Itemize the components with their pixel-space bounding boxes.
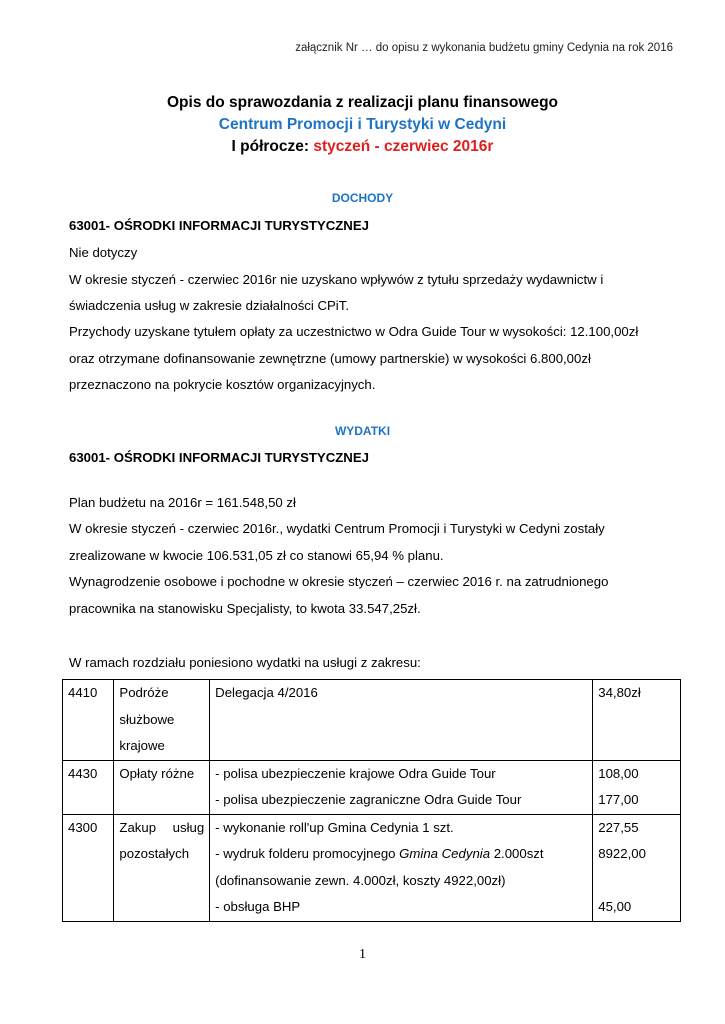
income-paragraph-3-line-2: oraz otrzymane dofinansowanie zewnętrzne (umowy partnerskie) w wysokości 6.800,00zł [69, 351, 591, 366]
item-folder-title: Gmina Cedynia [399, 846, 491, 861]
title-line-1: Opis do sprawozdania z realizacji planu finansowego [166, 94, 559, 111]
table-intro: W ramach rozdziału poniesiono wydatki na usługi z zakresu: [69, 655, 421, 670]
income-heading: DOCHODY [331, 191, 394, 205]
table-cell-category [114, 680, 210, 761]
item-line: (dofinansowanie zewn. 4.000zł, koszty 4922,00zł) [215, 872, 506, 888]
table-row [63, 814, 681, 921]
item-line: Delegacja 4/2016 [215, 685, 318, 700]
category-line: pozostałych [119, 846, 190, 861]
title-block [0, 92, 725, 158]
income-section-title: 63001- OŚRODKI INFORMACJI TURYSTYCZNEJ [69, 218, 369, 233]
income-paragraph-3-line-3: przeznaczono na pokrycie kosztów organizacyjnych. [69, 377, 376, 392]
expenses-heading: WYDATKI [334, 424, 391, 438]
table-cell-category [114, 760, 210, 814]
item-line: - polisa ubezpieczenie krajowe Odra Guide Tour [215, 765, 496, 781]
item-folder-suffix: 2.000szt [490, 846, 544, 861]
item-line: - wykonanie roll'up Gmina Cedynia 1 szt. [215, 819, 454, 835]
amount-line: 177,00 [598, 792, 639, 807]
table-row [63, 680, 681, 761]
item-folder-prefix: - wydruk folderu promocyjnego [215, 846, 400, 861]
title-period-prefix: I półrocze: [231, 138, 314, 155]
income-paragraph-2-line-1: W okresie styczeń - czerwiec 2016r nie uzyskano wpływów z tytułu sprzedaży wydawnictw i [69, 272, 604, 287]
expenses-paragraph-2-line-1: Wynagrodzenie osobowe i pochodne w okresie styczeń – czerwiec 2016 r. na zatrudnionego [69, 574, 609, 589]
title-period: styczeń - czerwiec 2016r [313, 138, 494, 155]
expenses-paragraph-2-line-2: pracownika na stanowisku Specjalisty, to kwota 33.547,25zł. [69, 601, 421, 616]
item-line [215, 841, 587, 868]
table-cell-code: 4410 [63, 680, 114, 761]
table-cell-amounts [593, 760, 681, 814]
table-cell-code: 4300 [63, 814, 114, 921]
category-line: krajowe [119, 738, 165, 753]
amount-line: 34,80zł [598, 685, 641, 700]
table-cell-amounts [593, 814, 681, 921]
amount-line: 108,00 [598, 765, 639, 781]
title-line-2: Centrum Promocji i Turystyki w Cedyni [218, 116, 507, 133]
category-line: Zakup usług [119, 819, 205, 835]
category-line: Opłaty różne [119, 765, 195, 781]
item-line: - obsługa BHP [215, 899, 301, 914]
expenses-section-title: 63001- OŚRODKI INFORMACJI TURYSTYCZNEJ [69, 450, 369, 465]
title-line-3 [0, 136, 725, 158]
income-paragraph-1: Nie dotyczy [69, 245, 138, 260]
table-cell-items [210, 760, 593, 814]
expenses-paragraph-1-line-1: W okresie styczeń - czerwiec 2016r., wydatki Centrum Promocji i Turystyki w Cedyni zostały [69, 521, 605, 536]
item-line: - polisa ubezpieczenie zagraniczne Odra Guide Tour [215, 792, 522, 807]
income-paragraph-2-line-2: świadczenia usług w zakresie działalności CPiT. [69, 298, 349, 313]
category-line: Podróże [119, 685, 169, 700]
amount-line: 8922,00 [598, 846, 646, 861]
table-cell-items [210, 680, 593, 761]
budget-plan: Plan budżetu na 2016r = 161.548,50 zł [69, 495, 296, 510]
amount-line: 45,00 [598, 899, 632, 914]
category-line: służbowe [119, 711, 175, 727]
table-cell-category [114, 814, 210, 921]
expenses-paragraph-1-line-2: zrealizowane w kwocie 106.531,05 zł co stanowi 65,94 % planu. [69, 548, 444, 563]
expenses-table [62, 679, 681, 922]
income-paragraph-3-line-1: Przychody uzyskane tytułem opłaty za uczestnictwo w Odra Guide Tour w wysokości: 12.100,00zł [69, 324, 639, 339]
table-row [63, 760, 681, 814]
amount-line [598, 868, 675, 895]
table-cell-code: 4430 [63, 760, 114, 814]
amount-line: 227,55 [598, 819, 639, 835]
table-cell-amounts [593, 680, 681, 761]
page-number: 1 [359, 947, 366, 962]
table-cell-items [210, 814, 593, 921]
header-note: załącznik Nr … do opisu z wykonania budżetu gminy Cedynia na rok 2016 [295, 42, 673, 54]
